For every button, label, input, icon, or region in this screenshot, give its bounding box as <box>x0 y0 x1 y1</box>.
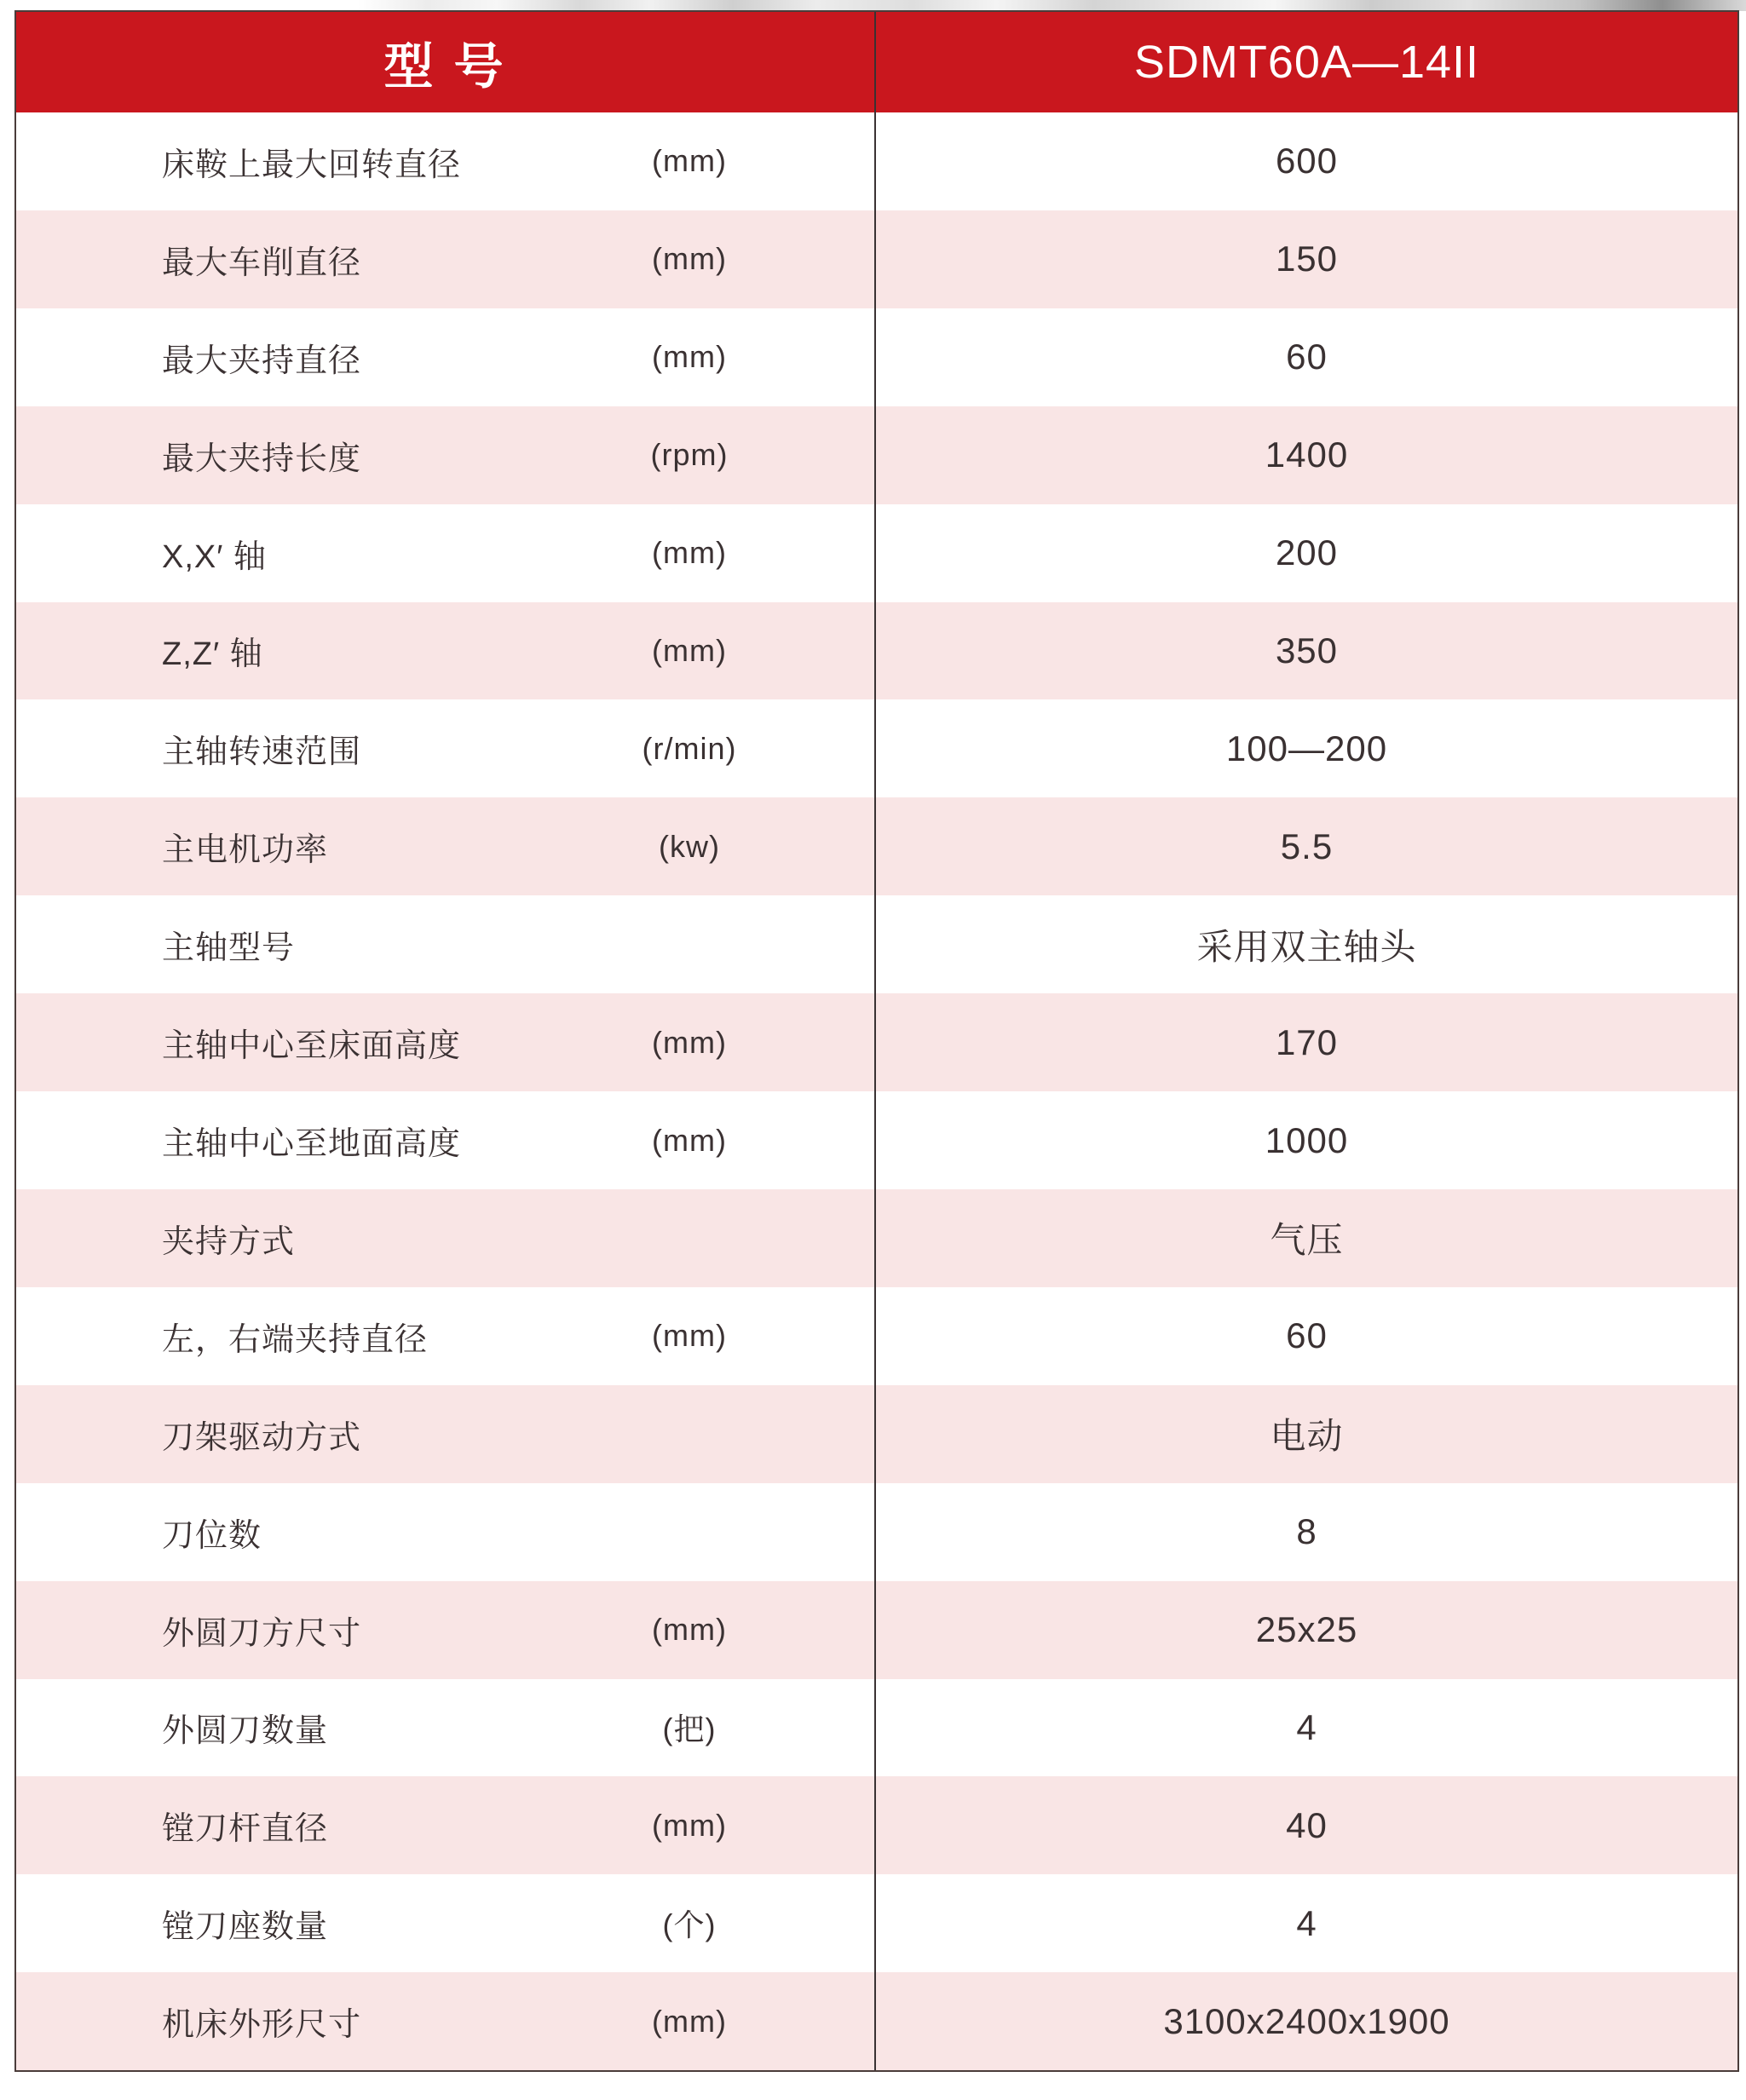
spec-label-cell <box>16 406 874 504</box>
spec-row <box>16 210 1737 308</box>
spec-value: 25x25 <box>1255 1609 1358 1650</box>
spec-label: 主轴型号 <box>162 930 296 967</box>
spec-value: 100—200 <box>1225 728 1388 768</box>
spec-label: 左，右端夹持直径 <box>162 1321 429 1358</box>
spec-label-cell <box>16 210 874 308</box>
spec-label: 夹持方式 <box>162 1223 296 1260</box>
spec-unit: (mm) <box>652 143 727 179</box>
spec-label-cell <box>16 602 874 700</box>
spec-value: 350 <box>1275 630 1339 670</box>
spec-unit: (mm) <box>652 1318 727 1354</box>
spec-unit: (mm) <box>652 2003 727 2039</box>
spec-value: 60 <box>1286 1315 1328 1356</box>
spec-unit: (把) <box>662 1712 717 1747</box>
spec-label: 外圆刀数量 <box>162 1713 329 1750</box>
spec-row <box>16 993 1737 1091</box>
spec-row <box>16 308 1737 406</box>
spec-label-cell <box>16 1483 874 1581</box>
spec-unit: (mm) <box>652 1612 727 1648</box>
spec-label: 刀位数 <box>162 1517 262 1554</box>
spec-label: 主轴中心至地面高度 <box>162 1126 462 1163</box>
spec-unit: (mm) <box>652 241 727 277</box>
spec-label: 镗刀杆直径 <box>162 1811 329 1848</box>
spec-label-cell <box>16 895 874 993</box>
spec-unit: (r/min) <box>642 730 737 766</box>
spec-label: 床鞍上最大回转直径 <box>162 147 462 183</box>
spec-row <box>16 1776 1737 1874</box>
spec-unit: (mm) <box>652 535 727 571</box>
spec-value: 3100x2400x1900 <box>1163 2000 1450 2041</box>
spec-label: 最大夹持长度 <box>162 440 362 477</box>
spec-row <box>16 895 1737 993</box>
spec-unit: (mm) <box>652 1024 727 1060</box>
spec-value: 5.5 <box>1280 826 1334 866</box>
spec-unit: (rpm) <box>650 437 729 473</box>
spec-row <box>16 1189 1737 1287</box>
spec-value: 40 <box>1286 1804 1328 1845</box>
spec-row <box>16 1972 1737 2070</box>
spec-label: Z,Z′ 轴 <box>162 636 263 673</box>
spec-row <box>16 504 1737 602</box>
spec-value: 1000 <box>1265 1119 1349 1160</box>
spec-row <box>16 1287 1737 1385</box>
spec-value: 4 <box>1296 1706 1317 1747</box>
spec-unit: (mm) <box>652 1122 727 1158</box>
spec-row <box>16 699 1737 797</box>
spec-value: 8 <box>1296 1511 1317 1552</box>
spec-value: 电动 <box>1270 1416 1344 1457</box>
spec-table <box>14 10 1739 2072</box>
spec-unit: (mm) <box>652 339 727 375</box>
spec-value: 4 <box>1296 1902 1317 1943</box>
spec-label-cell <box>16 993 874 1091</box>
spec-value: 600 <box>1275 141 1339 181</box>
spec-label: 最大夹持直径 <box>162 342 362 379</box>
spec-row <box>16 1091 1737 1189</box>
spec-row <box>16 1581 1737 1679</box>
spec-label-cell <box>16 504 874 602</box>
spec-unit: (mm) <box>652 632 727 668</box>
spec-label: 主轴转速范围 <box>162 734 362 771</box>
spec-unit: (kw) <box>659 828 720 864</box>
spec-label: X,X′ 轴 <box>162 538 267 575</box>
spec-label-cell <box>16 1091 874 1189</box>
spec-row <box>16 1483 1737 1581</box>
spec-row <box>16 1385 1737 1483</box>
spec-value: 采用双主轴头 <box>1196 926 1417 967</box>
spec-row <box>16 1874 1737 1972</box>
spec-label-cell <box>16 1287 874 1385</box>
spec-label-cell <box>16 308 874 406</box>
spec-value: 150 <box>1275 239 1339 279</box>
spec-row <box>16 1679 1737 1777</box>
spec-label: 机床外形尺寸 <box>162 2007 362 2044</box>
spec-value: 200 <box>1275 532 1339 573</box>
spec-label-cell <box>16 699 874 797</box>
spec-label-cell <box>16 1581 874 1679</box>
spec-label-cell <box>16 1385 874 1483</box>
spec-row <box>16 797 1737 895</box>
spec-unit: (个) <box>662 1907 717 1943</box>
spec-row <box>16 602 1737 700</box>
spec-value: 1400 <box>1265 434 1349 475</box>
spec-label-cell <box>16 1972 874 2070</box>
spec-unit: (mm) <box>652 1807 727 1843</box>
spec-label-cell <box>16 1874 874 1972</box>
spec-label-cell <box>16 1679 874 1777</box>
spec-label: 外圆刀方尺寸 <box>162 1615 362 1652</box>
spec-label: 刀架驱动方式 <box>162 1419 362 1456</box>
spec-label-cell <box>16 112 874 210</box>
spec-row <box>16 112 1737 210</box>
spec-label: 主电机功率 <box>162 832 329 869</box>
table-header-row <box>16 12 1737 112</box>
spec-label: 最大车削直径 <box>162 245 362 281</box>
spec-row <box>16 406 1737 504</box>
spec-value: 气压 <box>1270 1220 1344 1261</box>
spec-label-cell <box>16 1776 874 1874</box>
header-model-value: SDMT60A—14II <box>1133 37 1480 88</box>
spec-value: 170 <box>1275 1021 1339 1062</box>
spec-label-cell <box>16 1189 874 1287</box>
spec-value: 60 <box>1286 337 1328 377</box>
spec-label: 镗刀座数量 <box>162 1909 329 1946</box>
spec-label-cell <box>16 797 874 895</box>
spec-label: 主轴中心至床面高度 <box>162 1028 462 1065</box>
spec-rows <box>16 112 1737 2070</box>
header-model-label: 型 号 <box>383 39 507 95</box>
